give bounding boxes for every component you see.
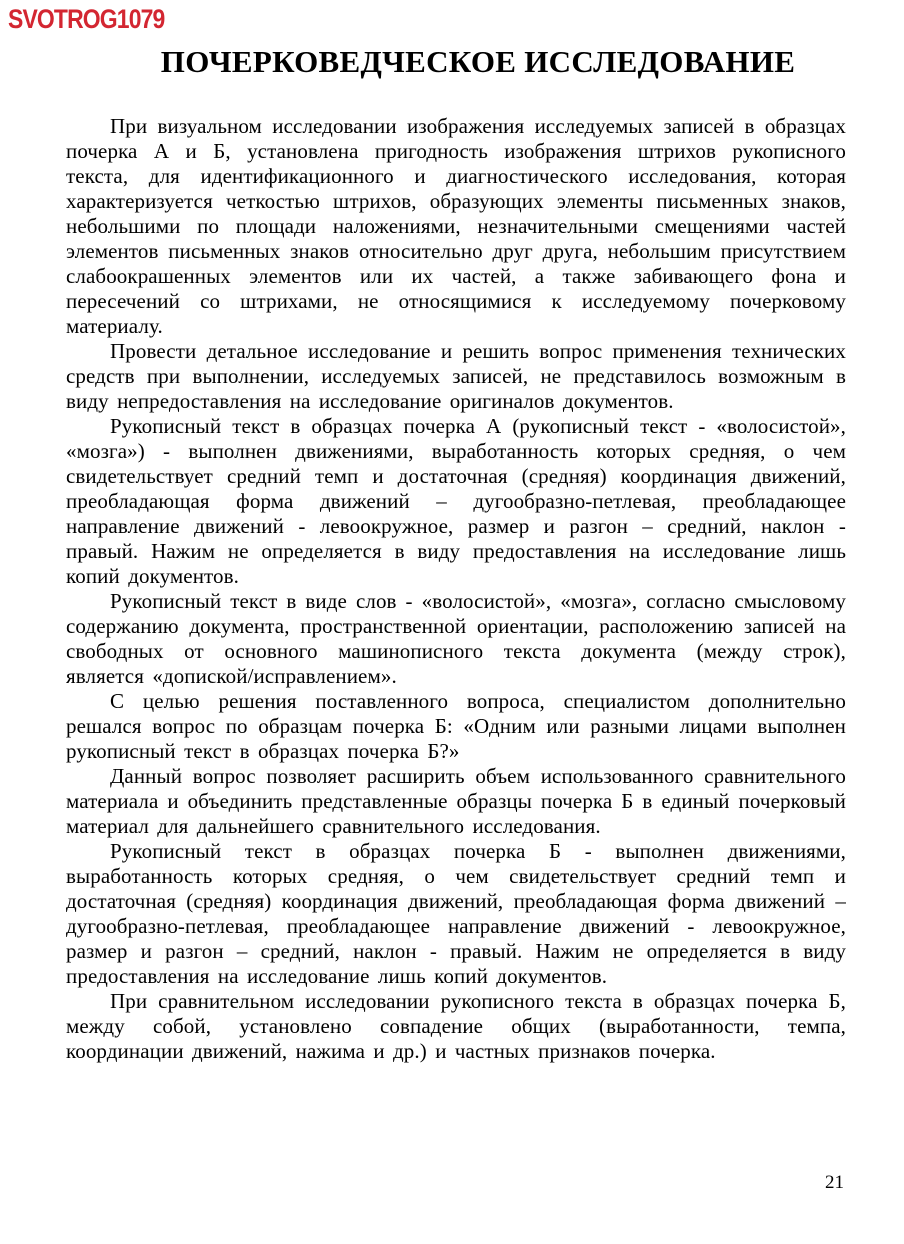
page-title: ПОЧЕРКОВЕДЧЕСКОЕ ИССЛЕДОВАНИЕ — [160, 44, 796, 79]
watermark-code: SVOTROG1079 — [8, 4, 165, 34]
paragraph: При сравнительном исследовании рукописного текста в образцах почерка Б, между собой, установлено совпадение общих (выработанности, темпа, координации движений, нажима и др.) и частных признаков почерка. — [66, 989, 846, 1063]
paragraph: Рукописный текст в образцах почерка Б - выполнен движениями, выработанность которых средняя, о чем свидетельствует средний темп и достаточная (средняя) координация движений, преобладающая форма движений – дугообразно-петлевая, преобладающее направление движений - левоокружное, размер и разгон – средний, наклон - правый. Нажим не определяется в виду предоставления на исследование лишь копий документов. — [66, 839, 846, 988]
paragraph: Данный вопрос позволяет расширить объем использованного сравнительного материала и объединить представленные образцы почерка Б в единый почерковый материал для дальнейшего сравнительного исследования. — [66, 764, 846, 838]
page-number: 21 — [825, 1172, 844, 1193]
paragraph: Провести детальное исследование и решить вопрос применения технических средств при выполнении, исследуемых записей, не представилось возможным в виду непредоставления на исследование оригиналов документов. — [66, 339, 846, 413]
paragraph: С целью решения поставленного вопроса, специалистом дополнительно решался вопрос по образцам почерка Б: «Одним или разными лицами выполнен рукописный текст в образцах почерка Б?» — [66, 689, 846, 763]
document-body — [66, 114, 846, 1064]
paragraph: При визуальном исследовании изображения исследуемых записей в образцах почерка А и Б, установлена пригодность изображения штрихов рукописного текста, для идентификационного и диагностического исследования, которая характеризуется четкостью штрихов, образующих элементы письменных знаков, небольшими по площади наложениями, незначительными смещениями частей элементов письменных знаков относительно друг друга, небольшим присутствием слабоокрашенных элементов или их частей, а также забивающего фона и пересечений со штрихами, не относящимися к исследуемому почерковому материалу. — [66, 114, 846, 338]
paragraph: Рукописный текст в образцах почерка А (рукописный текст - «волосистой», «мозга») - выполнен движениями, выработанность которых средняя, о чем свидетельствует средний темп и достаточная (средняя) координация движений, преобладающая форма движений – дугообразно-петлевая, преобладающее направление движений - левоокружное, размер и разгон – средний, наклон - правый. Нажим не определяется в виду предоставления на исследование лишь копий документов. — [66, 414, 846, 588]
paragraph: Рукописный текст в виде слов - «волосистой», «мозга», согласно смысловому содержанию документа, пространственной ориентации, расположению записей на свободных от основного машинописного текста документа (между строк), является «допиской/исправлением». — [66, 589, 846, 688]
